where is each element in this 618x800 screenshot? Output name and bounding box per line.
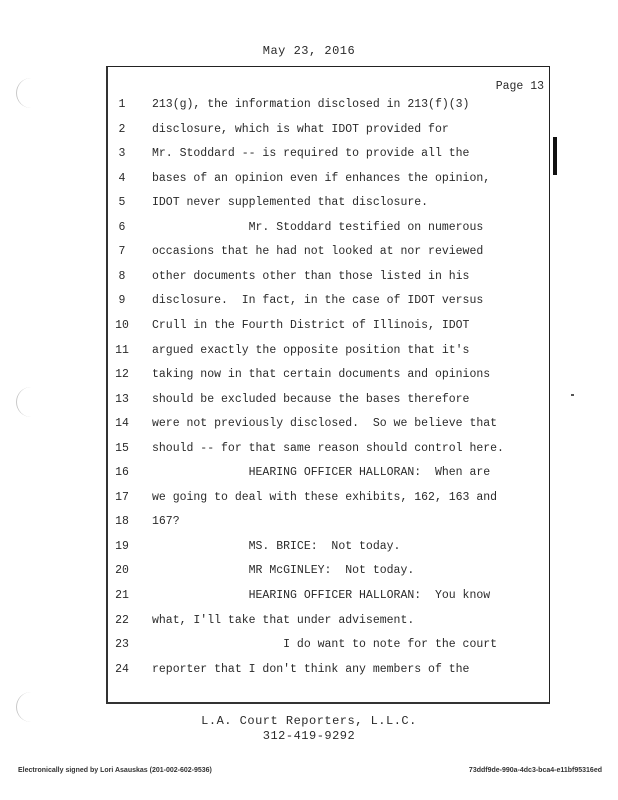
transcript-line: [0, 270, 618, 295]
line-number: 15: [115, 441, 129, 455]
line-number: 20: [115, 564, 129, 578]
transcript-line: [0, 564, 618, 589]
transcript-line: [0, 221, 618, 246]
line-number: 16: [115, 466, 129, 480]
transcript-line: [0, 589, 618, 614]
transcript-line: [0, 147, 618, 172]
document-id: 73ddf9de-990a-4dc3-bca4-e11bf95316ed: [468, 767, 602, 774]
line-number: 10: [115, 318, 129, 332]
line-number: 3: [118, 147, 126, 161]
line-number: 5: [118, 196, 126, 210]
line-number: 17: [115, 490, 129, 504]
line-text: Mr. Stoddard testified on numerous: [152, 220, 484, 234]
transcript-line: [0, 344, 618, 369]
transcript-line: [0, 98, 618, 123]
line-text: Mr. Stoddard -- is required to provide all the: [152, 147, 470, 161]
line-number: 7: [118, 245, 126, 259]
transcript-line: [0, 442, 618, 467]
line-text: bases of an opinion even if enhances the opinion,: [152, 171, 491, 185]
line-text: what, I'll take that under advisement.: [152, 613, 415, 627]
transcript-line: [0, 245, 618, 270]
transcript-line: [0, 294, 618, 319]
line-number: 22: [115, 613, 129, 627]
transcript-line: [0, 319, 618, 344]
line-number: 4: [118, 171, 126, 185]
page-number: Page 13: [495, 80, 544, 93]
line-text: should -- for that same reason should control here.: [152, 441, 504, 455]
line-number: 13: [115, 392, 129, 406]
transcript-line: [0, 663, 618, 688]
line-number: 11: [115, 343, 129, 357]
transcript-line: [0, 466, 618, 491]
transcript-date: May 23, 2016: [262, 44, 356, 58]
line-number: 2: [118, 122, 126, 136]
transcript-line: [0, 123, 618, 148]
line-text: IDOT never supplemented that disclosure.: [152, 196, 429, 210]
line-text: I do want to note for the court: [152, 638, 498, 652]
electronic-signature: Electronically signed by Lori Asauskas (201-002-602-9536): [18, 767, 212, 774]
line-number: 21: [115, 589, 129, 602]
transcript-line: [0, 172, 618, 197]
transcript-line: [0, 638, 618, 663]
line-text: we going to deal with these exhibits, 162, 163 and: [152, 490, 498, 504]
reporter-phone: 312-419-9292: [262, 729, 356, 743]
line-text: HEARING OFFICER HALLORAN: When are: [152, 466, 491, 480]
transcript-line: [0, 393, 618, 418]
line-number: 9: [118, 294, 126, 308]
line-number: 24: [115, 662, 129, 676]
line-number: 1: [118, 98, 126, 111]
line-text: MS. BRICE: Not today.: [152, 539, 401, 553]
line-text: occasions that he had not looked at nor reviewed: [152, 245, 484, 259]
line-text: should be excluded because the bases therefore: [152, 392, 470, 406]
line-number: 18: [115, 515, 129, 529]
transcript-line: [0, 491, 618, 516]
line-number: 12: [115, 368, 129, 382]
transcript-line: [0, 515, 618, 540]
line-text: 167?: [152, 515, 180, 529]
line-number: 14: [115, 417, 129, 431]
line-number: 8: [118, 269, 126, 283]
line-text: other documents other than those listed in his: [152, 269, 470, 283]
line-text: Crull in the Fourth District of Illinois, IDOT: [152, 318, 470, 332]
line-text: taking now in that certain documents and opinions: [152, 368, 491, 382]
transcript-line: [0, 614, 618, 639]
line-number: 23: [115, 638, 129, 652]
transcript-line: [0, 368, 618, 393]
line-text: HEARING OFFICER HALLORAN: You know: [152, 589, 491, 602]
reporter-company: L.A. Court Reporters, L.L.C.: [201, 714, 417, 728]
line-text: reporter that I don't think any members of the: [152, 662, 470, 676]
line-text: disclosure, which is what IDOT provided for: [152, 122, 449, 136]
line-text: disclosure. In fact, in the case of IDOT versus: [152, 294, 484, 308]
line-text: were not previously disclosed. So we believe that: [152, 417, 498, 431]
transcript-line: [0, 540, 618, 565]
line-text: 213(g), the information disclosed in 213(f)(3): [152, 98, 470, 111]
line-number: 19: [115, 539, 129, 553]
line-text: MR McGINLEY: Not today.: [152, 564, 415, 578]
transcript-line: [0, 196, 618, 221]
transcript-line: [0, 417, 618, 442]
line-text: argued exactly the opposite position that it's: [152, 343, 470, 357]
line-number: 6: [118, 220, 126, 234]
